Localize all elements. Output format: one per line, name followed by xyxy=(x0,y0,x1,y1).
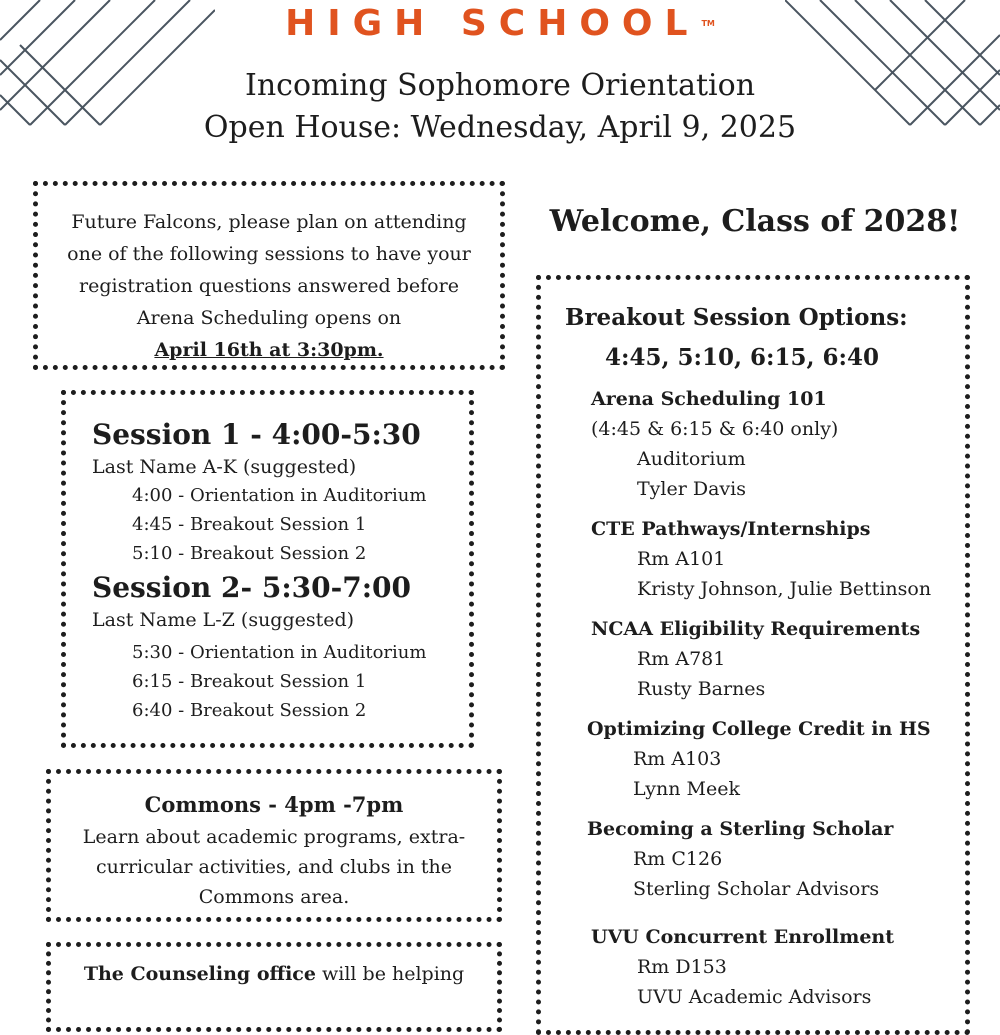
breakout-times: 4:45, 5:10, 6:15, 6:40 xyxy=(605,344,880,371)
school-name-text: HIGH SCHOOL xyxy=(285,3,700,44)
breakout-heading: Breakout Session Options: xyxy=(565,304,908,331)
counseling-text: will be helping xyxy=(315,963,465,985)
session-1-title: Session 1 - 4:00-5:30 xyxy=(92,418,421,451)
intro-line: registration questions answered before xyxy=(79,275,459,297)
session-1-item: 4:45 - Breakout Session 1 xyxy=(132,514,367,535)
session-2-audience: Last Name L-Z (suggested) xyxy=(92,609,355,631)
session-2-item: 6:15 - Breakout Session 1 xyxy=(132,671,367,692)
breakout-presenter: Sterling Scholar Advisors xyxy=(633,878,880,900)
breakout-title: UVU Concurrent Enrollment xyxy=(591,926,894,948)
breakout-presenter: Lynn Meek xyxy=(633,778,740,800)
counseling-box xyxy=(46,942,502,1032)
breakout-room: Rm C126 xyxy=(633,848,723,870)
breakout-room: Rm A101 xyxy=(637,548,726,570)
breakout-box xyxy=(536,275,970,1035)
intro-line: one of the following sessions to have your xyxy=(67,243,471,265)
breakout-session xyxy=(587,714,965,804)
breakout-room: Rm A103 xyxy=(633,748,722,770)
intro-box xyxy=(33,181,505,370)
event-title: Incoming Sophomore Orientation xyxy=(244,68,756,103)
commons-line: Commons area. xyxy=(198,886,350,908)
trademark: TM xyxy=(701,19,715,28)
commons-title: Commons - 4pm -7pm xyxy=(144,792,404,817)
counseling-office-label: The Counseling office xyxy=(83,963,316,985)
breakout-room: Rm A781 xyxy=(637,648,726,670)
breakout-title: CTE Pathways/Internships xyxy=(591,518,871,540)
breakout-session xyxy=(587,814,965,904)
breakout-note: (4:45 & 6:15 & 6:40 only) xyxy=(591,418,839,440)
sessions-box xyxy=(61,390,474,748)
session-2-item: 6:40 - Breakout Session 2 xyxy=(132,700,367,721)
breakout-presenter: Rusty Barnes xyxy=(637,678,766,700)
intro-line: Future Falcons, please plan on attending xyxy=(71,211,467,233)
breakout-session xyxy=(591,922,965,1012)
breakout-room: Auditorium xyxy=(637,448,746,470)
breakout-session xyxy=(591,514,965,604)
session-1-audience: Last Name A-K (suggested) xyxy=(92,456,357,478)
session-1-item: 4:00 - Orientation in Auditorium xyxy=(132,485,427,506)
session-2-title: Session 2- 5:30-7:00 xyxy=(92,571,412,604)
breakout-presenter: UVU Academic Advisors xyxy=(637,986,872,1008)
commons-box xyxy=(46,769,502,922)
welcome-heading: Welcome, Class of 2028! xyxy=(549,204,961,239)
breakout-title: Arena Scheduling 101 xyxy=(591,388,827,410)
breakout-room: Rm D153 xyxy=(637,956,727,978)
breakout-session xyxy=(591,614,965,704)
scheduling-open-date: April 16th at 3:30pm. xyxy=(154,339,384,361)
event-date: Open House: Wednesday, April 9, 2025 xyxy=(203,110,797,145)
session-2-item: 5:30 - Orientation in Auditorium xyxy=(132,642,427,663)
breakout-presenter: Kristy Johnson, Julie Bettinson xyxy=(637,578,932,600)
breakout-session xyxy=(591,384,965,504)
breakout-title: NCAA Eligibility Requirements xyxy=(591,618,921,640)
commons-line: Learn about academic programs, extra- xyxy=(82,826,466,848)
intro-line: Arena Scheduling opens on xyxy=(136,307,402,329)
breakout-title: Optimizing College Credit in HS xyxy=(587,718,931,740)
commons-line: curricular activities, and clubs in the xyxy=(96,856,452,878)
session-1-item: 5:10 - Breakout Session 2 xyxy=(132,543,367,564)
school-name xyxy=(0,0,1000,48)
breakout-presenter: Tyler Davis xyxy=(637,478,746,500)
breakout-title: Becoming a Sterling Scholar xyxy=(587,818,894,840)
